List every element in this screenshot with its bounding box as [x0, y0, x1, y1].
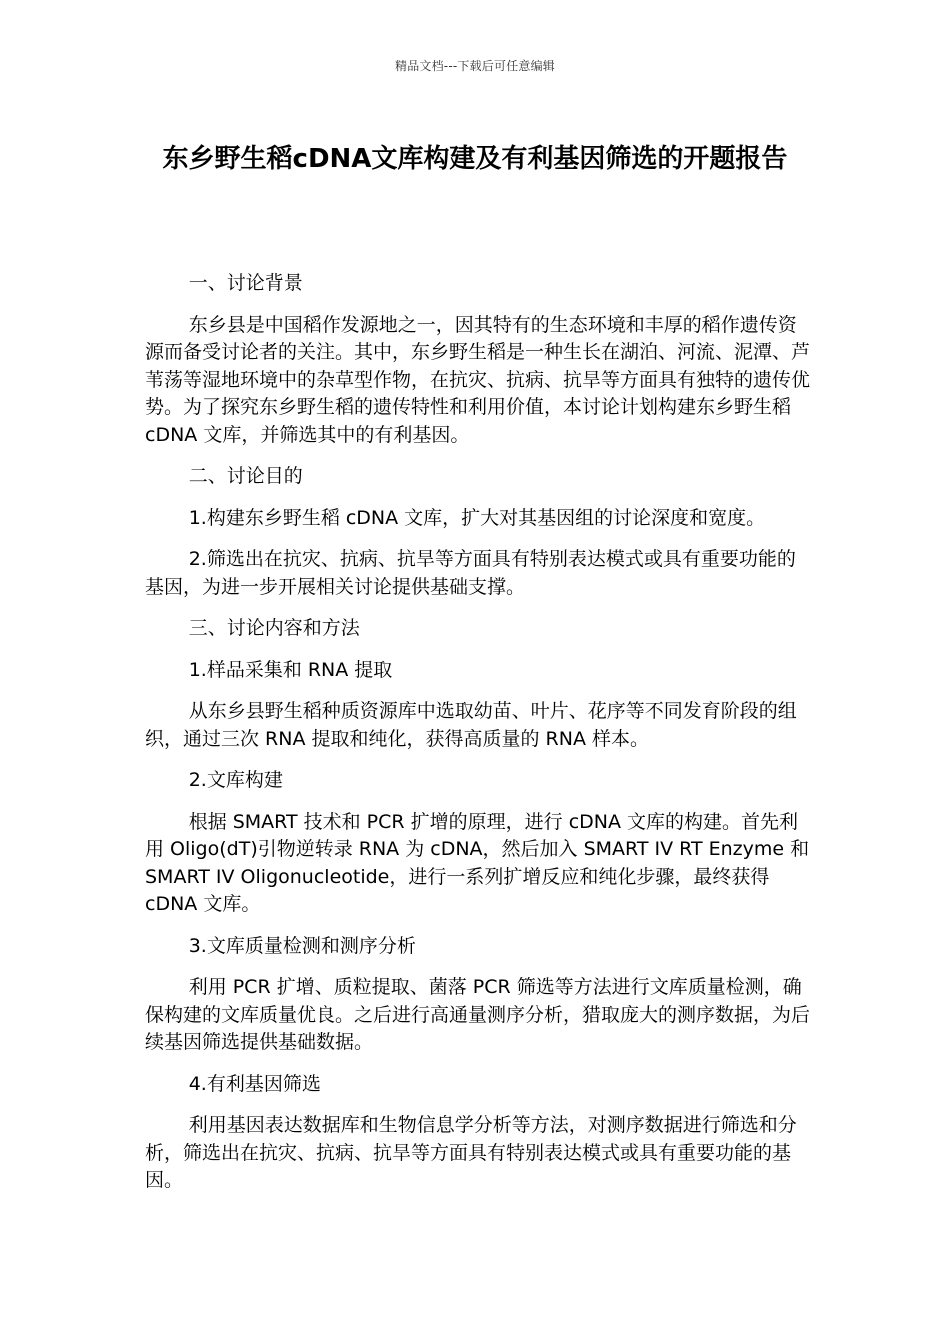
section-heading-background: 一、讨论背景: [188, 272, 303, 294]
section-heading-purpose: 二、讨论目的: [188, 465, 303, 487]
subheading-gene-screening: 4.有利基因筛选: [188, 1072, 321, 1095]
paragraph-purpose-2: 2.筛选出在抗灾、抗病、抗旱等方面具有特别表达模式或具有重要功能的基因，为进一步开展相关讨论提供基础支撑。: [145, 548, 796, 598]
paragraph-purpose-1: 1.构建东乡野生稻 cDNA 文库，扩大对其基因组的讨论深度和宽度。: [188, 506, 766, 529]
document-title: 东乡野生稻cDNA文库构建及有利基因筛选的开题报告: [162, 144, 788, 174]
paragraph-gene-screening: 利用基因表达数据库和生物信息学分析等方法，对测序数据进行筛选和分析，筛选出在抗灾、抗病、抗旱等方面具有特别表达模式或具有重要功能的基因。: [145, 1114, 797, 1191]
subheading-sampling: 1.样品采集和 RNA 提取: [188, 658, 393, 681]
paragraph-quality-sequencing: 利用 PCR 扩增、质粒提取、菌落 PCR 筛选等方法进行文库质量检测，确保构建的文库质量优良。之后进行高通量测序分析，猎取庞大的测序数据，为后续基因筛选提供基础数据。: [145, 976, 811, 1053]
paragraph-background: 东乡县是中国稻作发源地之一，因其特有的生态环境和丰厚的稻作遗传资源而备受讨论者的关注。其中，东乡野生稻是一种生长在湖泊、河流、泥潭、芦苇荡等湿地环境中的杂草型作物，在抗灾、抗病、抗旱等方面具有独特的遗传优势。为了探究东乡野生稻的遗传特性和利用价值，本讨论计划构建东乡野生稻 cDNA 文库，并筛选其中的有利基因。: [145, 313, 811, 446]
header-note: 精品文档---下载后可任意编辑: [395, 59, 555, 73]
paragraph-sampling: 从东乡县野生稻种质资源库中选取幼苗、叶片、花序等不同发育阶段的组织，通过三次 RNA 提取和纯化，获得高质量的 RNA 样本。: [145, 700, 797, 750]
subheading-quality-sequencing: 3.文库质量检测和测序分析: [188, 934, 416, 957]
subheading-library-construction: 2.文库构建: [188, 769, 283, 791]
paragraph-library-construction: 根据 SMART 技术和 PCR 扩增的原理，进行 cDNA 文库的构建。首先利用 Oligo(dT)引物逆转录 RNA 为 cDNA，然后加入 SMART IV RT Enzyme 和 SMART IV Oligonucleotide，进行一系列扩增反应和纯化步骤，最终获得 cDNA 文库。: [145, 810, 810, 915]
section-heading-methods: 三、讨论内容和方法: [188, 617, 360, 639]
document-body: [145, 270, 810, 1209]
